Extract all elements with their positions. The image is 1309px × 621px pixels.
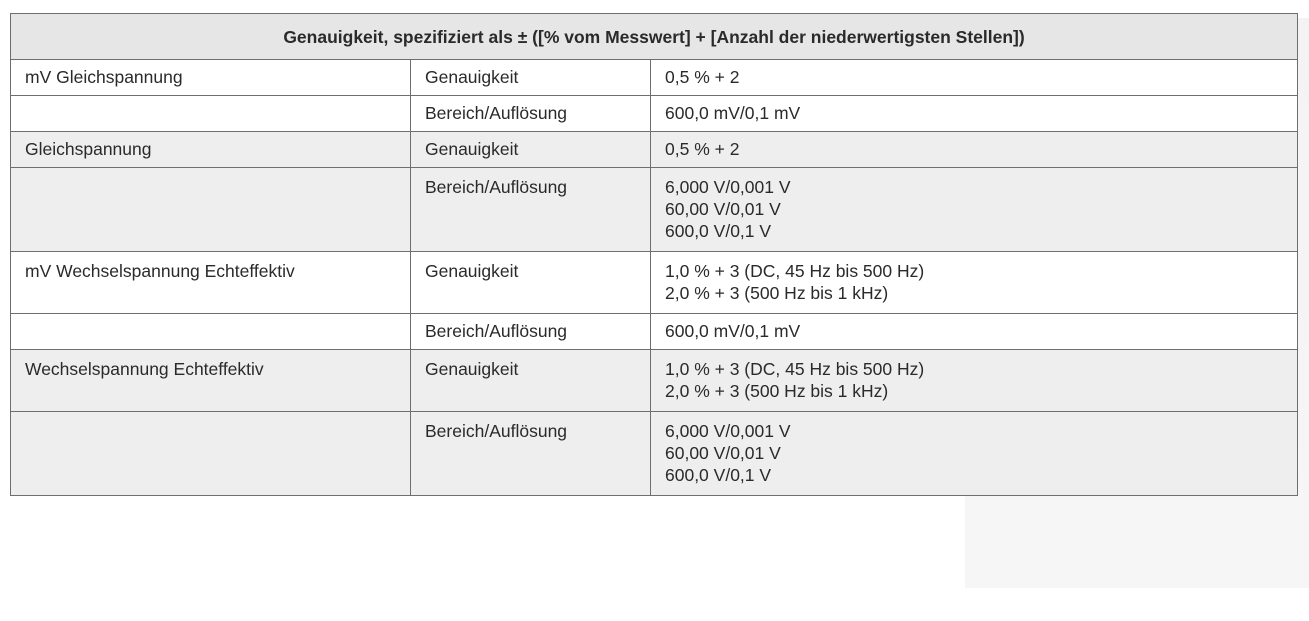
- accuracy-spec-table: [10, 13, 1298, 496]
- table-row: [11, 132, 1298, 168]
- header-title: Genauigkeit, spezifiziert als ±: [283, 27, 528, 47]
- value-line: 2,0 % + 3 (500 Hz bis 1 kHz): [665, 381, 889, 401]
- value-line: 0,5 % + 2: [665, 67, 740, 87]
- function-cell: [11, 412, 411, 496]
- value-cell: [651, 350, 1298, 412]
- parameter-cell: Genauigkeit: [411, 252, 651, 314]
- parameter-cell: Genauigkeit: [411, 350, 651, 412]
- value-line: 1,0 % + 3 (DC, 45 Hz bis 500 Hz): [665, 261, 925, 281]
- value-cell: [651, 252, 1298, 314]
- table-row: [11, 350, 1298, 412]
- function-cell: [11, 168, 411, 252]
- value-line: 0,5 % + 2: [665, 139, 740, 159]
- value-line: 2,0 % + 3 (500 Hz bis 1 kHz): [665, 283, 889, 303]
- value-line: 6,000 V/0,001 V: [665, 421, 791, 441]
- table-row: [11, 60, 1298, 96]
- table-row: [11, 412, 1298, 496]
- parameter-cell: Bereich/Auflösung: [411, 314, 651, 350]
- value-line: 6,000 V/0,001 V: [665, 177, 791, 197]
- value-line: 600,0 mV/0,1 mV: [665, 321, 801, 341]
- header-subtitle: ([% vom Messwert] + [Anzahl der niederwertigsten Stellen]): [532, 27, 1025, 47]
- parameter-cell: Bereich/Auflösung: [411, 412, 651, 496]
- value-cell: [651, 314, 1298, 350]
- value-line: 60,00 V/0,01 V: [665, 443, 781, 463]
- function-cell: Wechselspannung Echteffektiv: [11, 350, 411, 412]
- value-line: 600,0 V/0,1 V: [665, 465, 772, 485]
- function-cell: [11, 96, 411, 132]
- function-cell: mV Wechselspannung Echteffektiv: [11, 252, 411, 314]
- table-header-row: [11, 14, 1298, 60]
- parameter-cell: Bereich/Auflösung: [411, 96, 651, 132]
- table-header-cell: [11, 14, 1298, 60]
- parameter-cell: Genauigkeit: [411, 60, 651, 96]
- value-cell: [651, 96, 1298, 132]
- parameter-cell: Genauigkeit: [411, 132, 651, 168]
- table-row: [11, 252, 1298, 314]
- table-row: [11, 314, 1298, 350]
- function-cell: [11, 314, 411, 350]
- table-row: [11, 96, 1298, 132]
- value-cell: [651, 60, 1298, 96]
- value-cell: [651, 132, 1298, 168]
- function-cell: Gleichspannung: [11, 132, 411, 168]
- value-line: 600,0 V/0,1 V: [665, 221, 772, 241]
- value-line: 60,00 V/0,01 V: [665, 199, 781, 219]
- value-line: 1,0 % + 3 (DC, 45 Hz bis 500 Hz): [665, 359, 925, 379]
- parameter-cell: Bereich/Auflösung: [411, 168, 651, 252]
- function-cell: mV Gleichspannung: [11, 60, 411, 96]
- value-cell: [651, 168, 1298, 252]
- value-line: 600,0 mV/0,1 mV: [665, 103, 801, 123]
- value-cell: [651, 412, 1298, 496]
- table-row: [11, 168, 1298, 252]
